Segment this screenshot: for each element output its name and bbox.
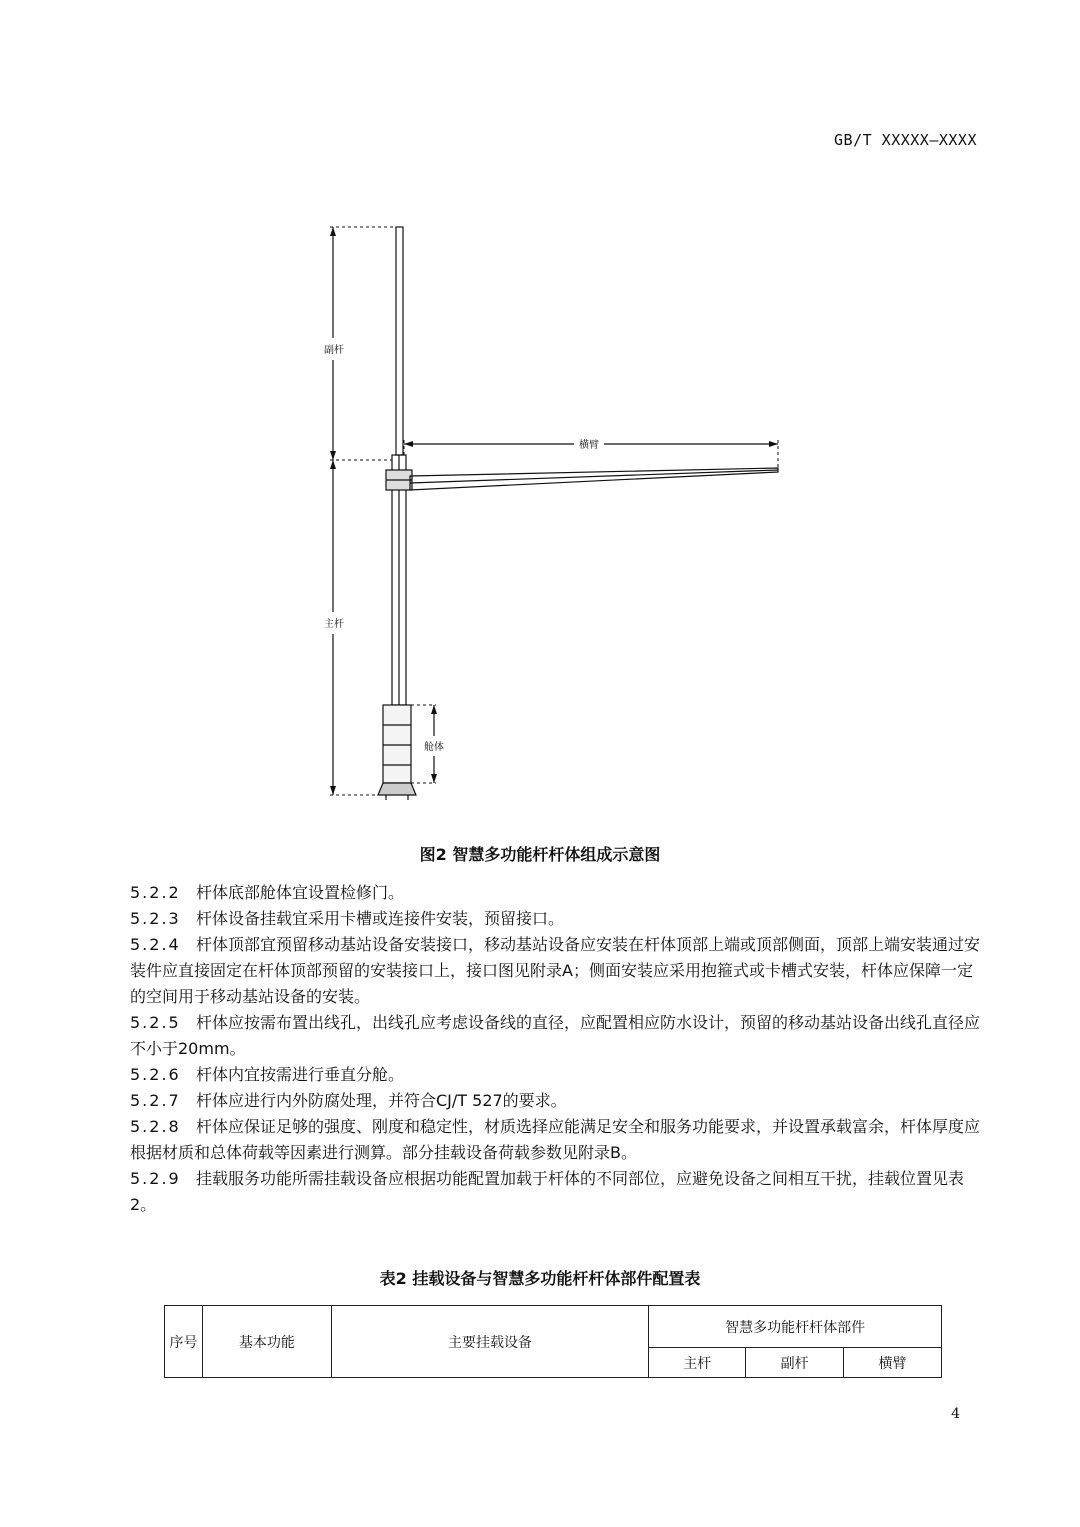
clause-number: 5.2.4 [130, 935, 181, 954]
clause-text: 杆体应按需布置出线孔，出线孔应考虑设备线的直径，应配置相应防水设计，预留的移动基站设备出线孔直径应不小于20mm。 [130, 1013, 981, 1058]
standard-code: GB/T XXXXX—XXXX [834, 131, 977, 149]
clause-text: 挂载服务功能所需挂载设备应根据功能配置加载于杆体的不同部位，应避免设备之间相互干扰，挂载位置见表2。 [130, 1169, 965, 1214]
clause-text: 杆体设备挂载宜采用卡槽或连接件安装，预留接口。 [196, 909, 565, 928]
clause-list [130, 880, 980, 1218]
clause-text: 杆体内宜按需进行垂直分舱。 [196, 1065, 405, 1084]
header-basic-function: 基本功能 [202, 1306, 331, 1378]
clause-5-2-2 [130, 880, 980, 906]
header-main-pole: 主杆 [649, 1348, 746, 1378]
sub-pole-label: 副杆 [324, 345, 344, 356]
pole-base [378, 783, 416, 795]
header-sub-pole: 副杆 [746, 1348, 844, 1378]
clause-text: 杆体应进行内外防腐处理，并符合CJ/T 527的要求。 [196, 1091, 567, 1110]
table-title: 表2 挂载设备与智慧多功能杆杆体部件配置表 [379, 1269, 701, 1288]
cross-arm-label: 横臂 [579, 440, 599, 451]
header-cross-arm: 横臂 [844, 1348, 942, 1378]
sub-pole-shape [396, 227, 403, 455]
clause-5-2-9 [130, 1166, 980, 1218]
header-index: 序号 [165, 1306, 203, 1378]
page-number: 4 [951, 1406, 960, 1422]
cabin-label: 舱体 [424, 742, 444, 753]
clause-5-2-4 [130, 932, 980, 1010]
clause-text: 杆体应保证足够的强度、刚度和稳定性，材质选择应能满足安全和服务功能要求，并设置承载富余，杆体厚度应根据材质和总体荷载等因素进行测算。部分挂载设备荷载参数见附录B。 [130, 1117, 981, 1162]
clause-number: 5.2.5 [130, 1013, 181, 1032]
clause-5-2-6 [130, 1062, 980, 1088]
clause-5-2-8 [130, 1114, 980, 1166]
clause-number: 5.2.2 [130, 883, 181, 902]
header-main-equipment: 主要挂载设备 [331, 1306, 649, 1378]
figure-caption: 图2 智慧多功能杆杆体组成示意图 [419, 845, 661, 864]
clause-text: 杆体底部舱体宜设置检修门。 [196, 883, 405, 902]
clause-number: 5.2.8 [130, 1117, 181, 1136]
clause-number: 5.2.3 [130, 909, 181, 928]
clause-number: 5.2.6 [130, 1065, 181, 1084]
clause-5-2-3 [130, 906, 980, 932]
header-components: 智慧多功能杆杆体部件 [649, 1306, 942, 1348]
clause-number: 5.2.7 [130, 1091, 181, 1110]
clause-number: 5.2.9 [130, 1169, 181, 1188]
cross-arm-shape [410, 468, 778, 490]
config-table [164, 1305, 942, 1378]
clause-5-2-5 [130, 1010, 980, 1062]
clause-text: 杆体顶部宜预留移动基站设备安装接口，移动基站设备应安装在杆体顶部上端或顶部侧面，顶部上端安装通过安装件应直接固定在杆体顶部预留的安装接口上，接口图见附录A；侧面安装应采用抱箍式或卡槽式安装，杆体应保障一定的空间用于移动基站设备的安装。 [130, 935, 981, 1006]
clause-5-2-7 [130, 1088, 980, 1114]
main-pole-label: 主杆 [324, 619, 344, 630]
cabin-shape [383, 705, 411, 783]
